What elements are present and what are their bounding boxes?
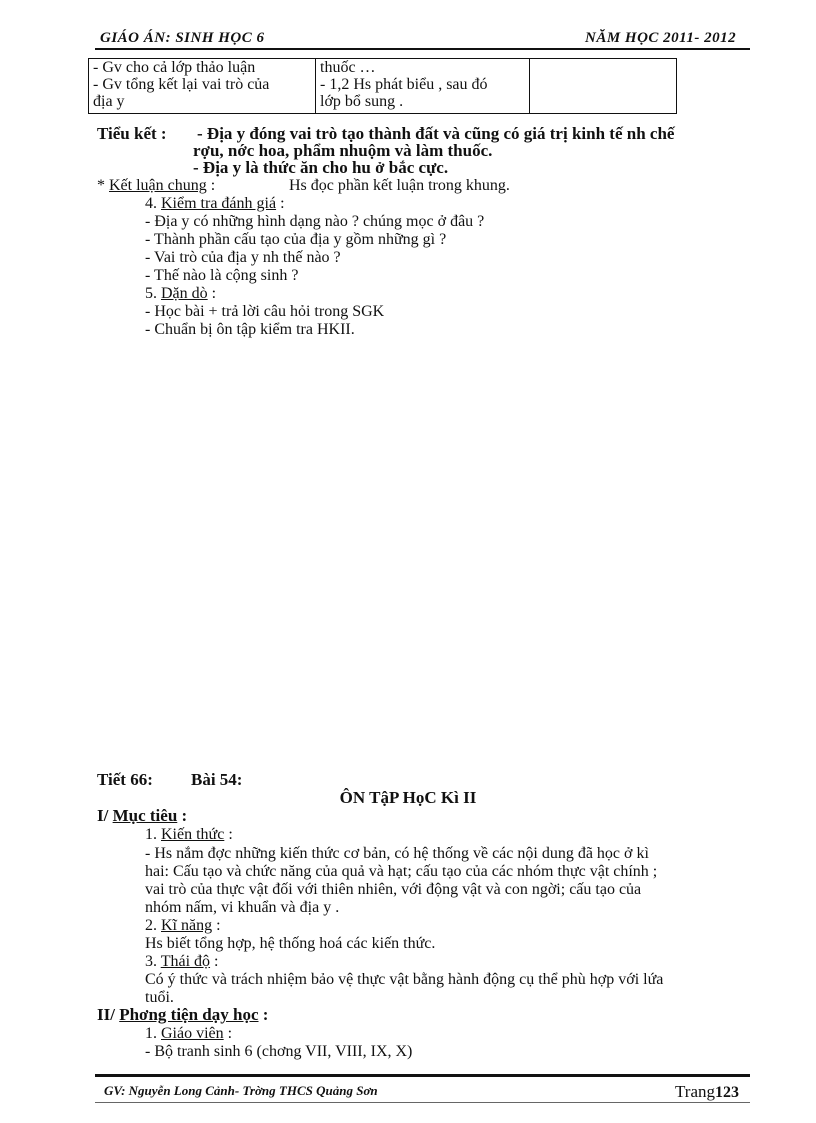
conclusion-text: Hs đọc phần kết luận trong khung. [289, 177, 510, 194]
table-cell-line: - Gv cho cả lớp thảo luận [93, 59, 256, 76]
assessment-question: - Vai trò của địa y nh thế nào ? [145, 249, 341, 266]
footer-rule [95, 1074, 750, 1077]
table-cell-line: - 1,2 Hs phát biểu , sau đó [320, 76, 488, 93]
summary-line-2: rợu, nớc hoa, phẩm nhuộm và làm thuốc. [193, 141, 493, 160]
homework-item: - Chuẩn bị ôn tập kiểm tra HKII. [145, 321, 355, 338]
knowledge-heading: 1. Kiến thức : [145, 826, 233, 843]
homework-heading: 5. Dặn dò : [145, 285, 217, 302]
knowledge-line: - Hs nắm đợc những kiến thức cơ bản, có hệ thống về các nội dung đã học ở kì [145, 845, 649, 862]
knowledge-line: nhóm nấm, vi khuẩn và địa y . [145, 899, 340, 916]
conclusion-row: * Kết luận chung : [97, 177, 216, 194]
header-rule [95, 48, 750, 50]
summary-line-1: - Địa y đóng vai trò tạo thành đất và cũng có giá trị kinh tế nh chế [197, 124, 675, 143]
header-year: NĂM HỌC 2011- 2012 [585, 30, 737, 46]
knowledge-line: hai: Cấu tạo và chức năng của quả và hạt; cấu tạo của các nhóm thực vật chính ; [145, 863, 658, 880]
footer-page: Trang123 [675, 1082, 739, 1101]
lesson-period: Tiết 66: [97, 770, 153, 789]
summary-label: Tiểu kết : [97, 124, 167, 143]
knowledge-line: vai trò của thực vật đối với thiên nhiên, với động vật và con ngời; cấu tạo của [145, 881, 642, 898]
footer-rule-lower [95, 1102, 750, 1103]
lesson-number: Bài 54: [191, 770, 243, 789]
conclusion-label: Kết luận chung [109, 177, 207, 194]
table-cell-line: lớp bổ sung . [320, 93, 404, 110]
assessment-question: - Thế nào là cộng sinh ? [145, 267, 299, 284]
table-cell-line: - Gv tổng kết lại vai trò của [93, 76, 270, 93]
assessment-heading: 4. Kiểm tra đánh giá : [145, 195, 285, 212]
assessment-question: - Thành phần cấu tạo của địa y gồm những gì ? [145, 231, 447, 248]
skills-heading: 2. Kĩ năng : [145, 917, 221, 934]
footer-author: GV: Nguyễn Long Cảnh- Trờng THCS Quảng Sơn [104, 1083, 378, 1098]
attitude-line: tuổi. [145, 989, 174, 1006]
skills-text: Hs biết tổng hợp, hệ thống hoá các kiến thức. [145, 935, 436, 952]
table-cell-student [316, 59, 530, 114]
activity-table [88, 58, 677, 114]
objectives-heading: I/ Mục tiêu : [97, 806, 188, 825]
assessment-question: - Địa y có những hình dạng nào ? chúng mọc ở đâu ? [145, 213, 485, 230]
table-cell-teacher [89, 59, 316, 114]
teacher-heading: 1. Giáo viên : [145, 1025, 233, 1042]
table-cell-empty [530, 59, 677, 114]
homework-item: - Học bài + trả lời câu hỏi trong SGK [145, 303, 385, 320]
header-title: GIÁO ÁN: SINH HỌC 6 [100, 30, 265, 46]
attitude-heading: 3. Thái độ : [145, 953, 219, 970]
page-number: 123 [715, 1084, 739, 1101]
attitude-line: Có ý thức và trách nhiệm bảo vệ thực vật bằng hành động cụ thể phù hợp với lứa [145, 971, 664, 988]
table-cell-line: địa y [93, 93, 125, 110]
table-cell-line: thuốc … [320, 59, 376, 76]
materials-heading: II/ Phơng tiện dạy học : [97, 1005, 269, 1024]
table-row [89, 59, 677, 114]
summary-line-3: - Địa y là thức ăn cho hu ở bắc cực. [193, 158, 449, 177]
lesson-title: ÔN TậP HọC Kì II [339, 788, 477, 807]
materials-item: - Bộ tranh sinh 6 (chơng VII, VIII, IX, X) [145, 1043, 413, 1060]
